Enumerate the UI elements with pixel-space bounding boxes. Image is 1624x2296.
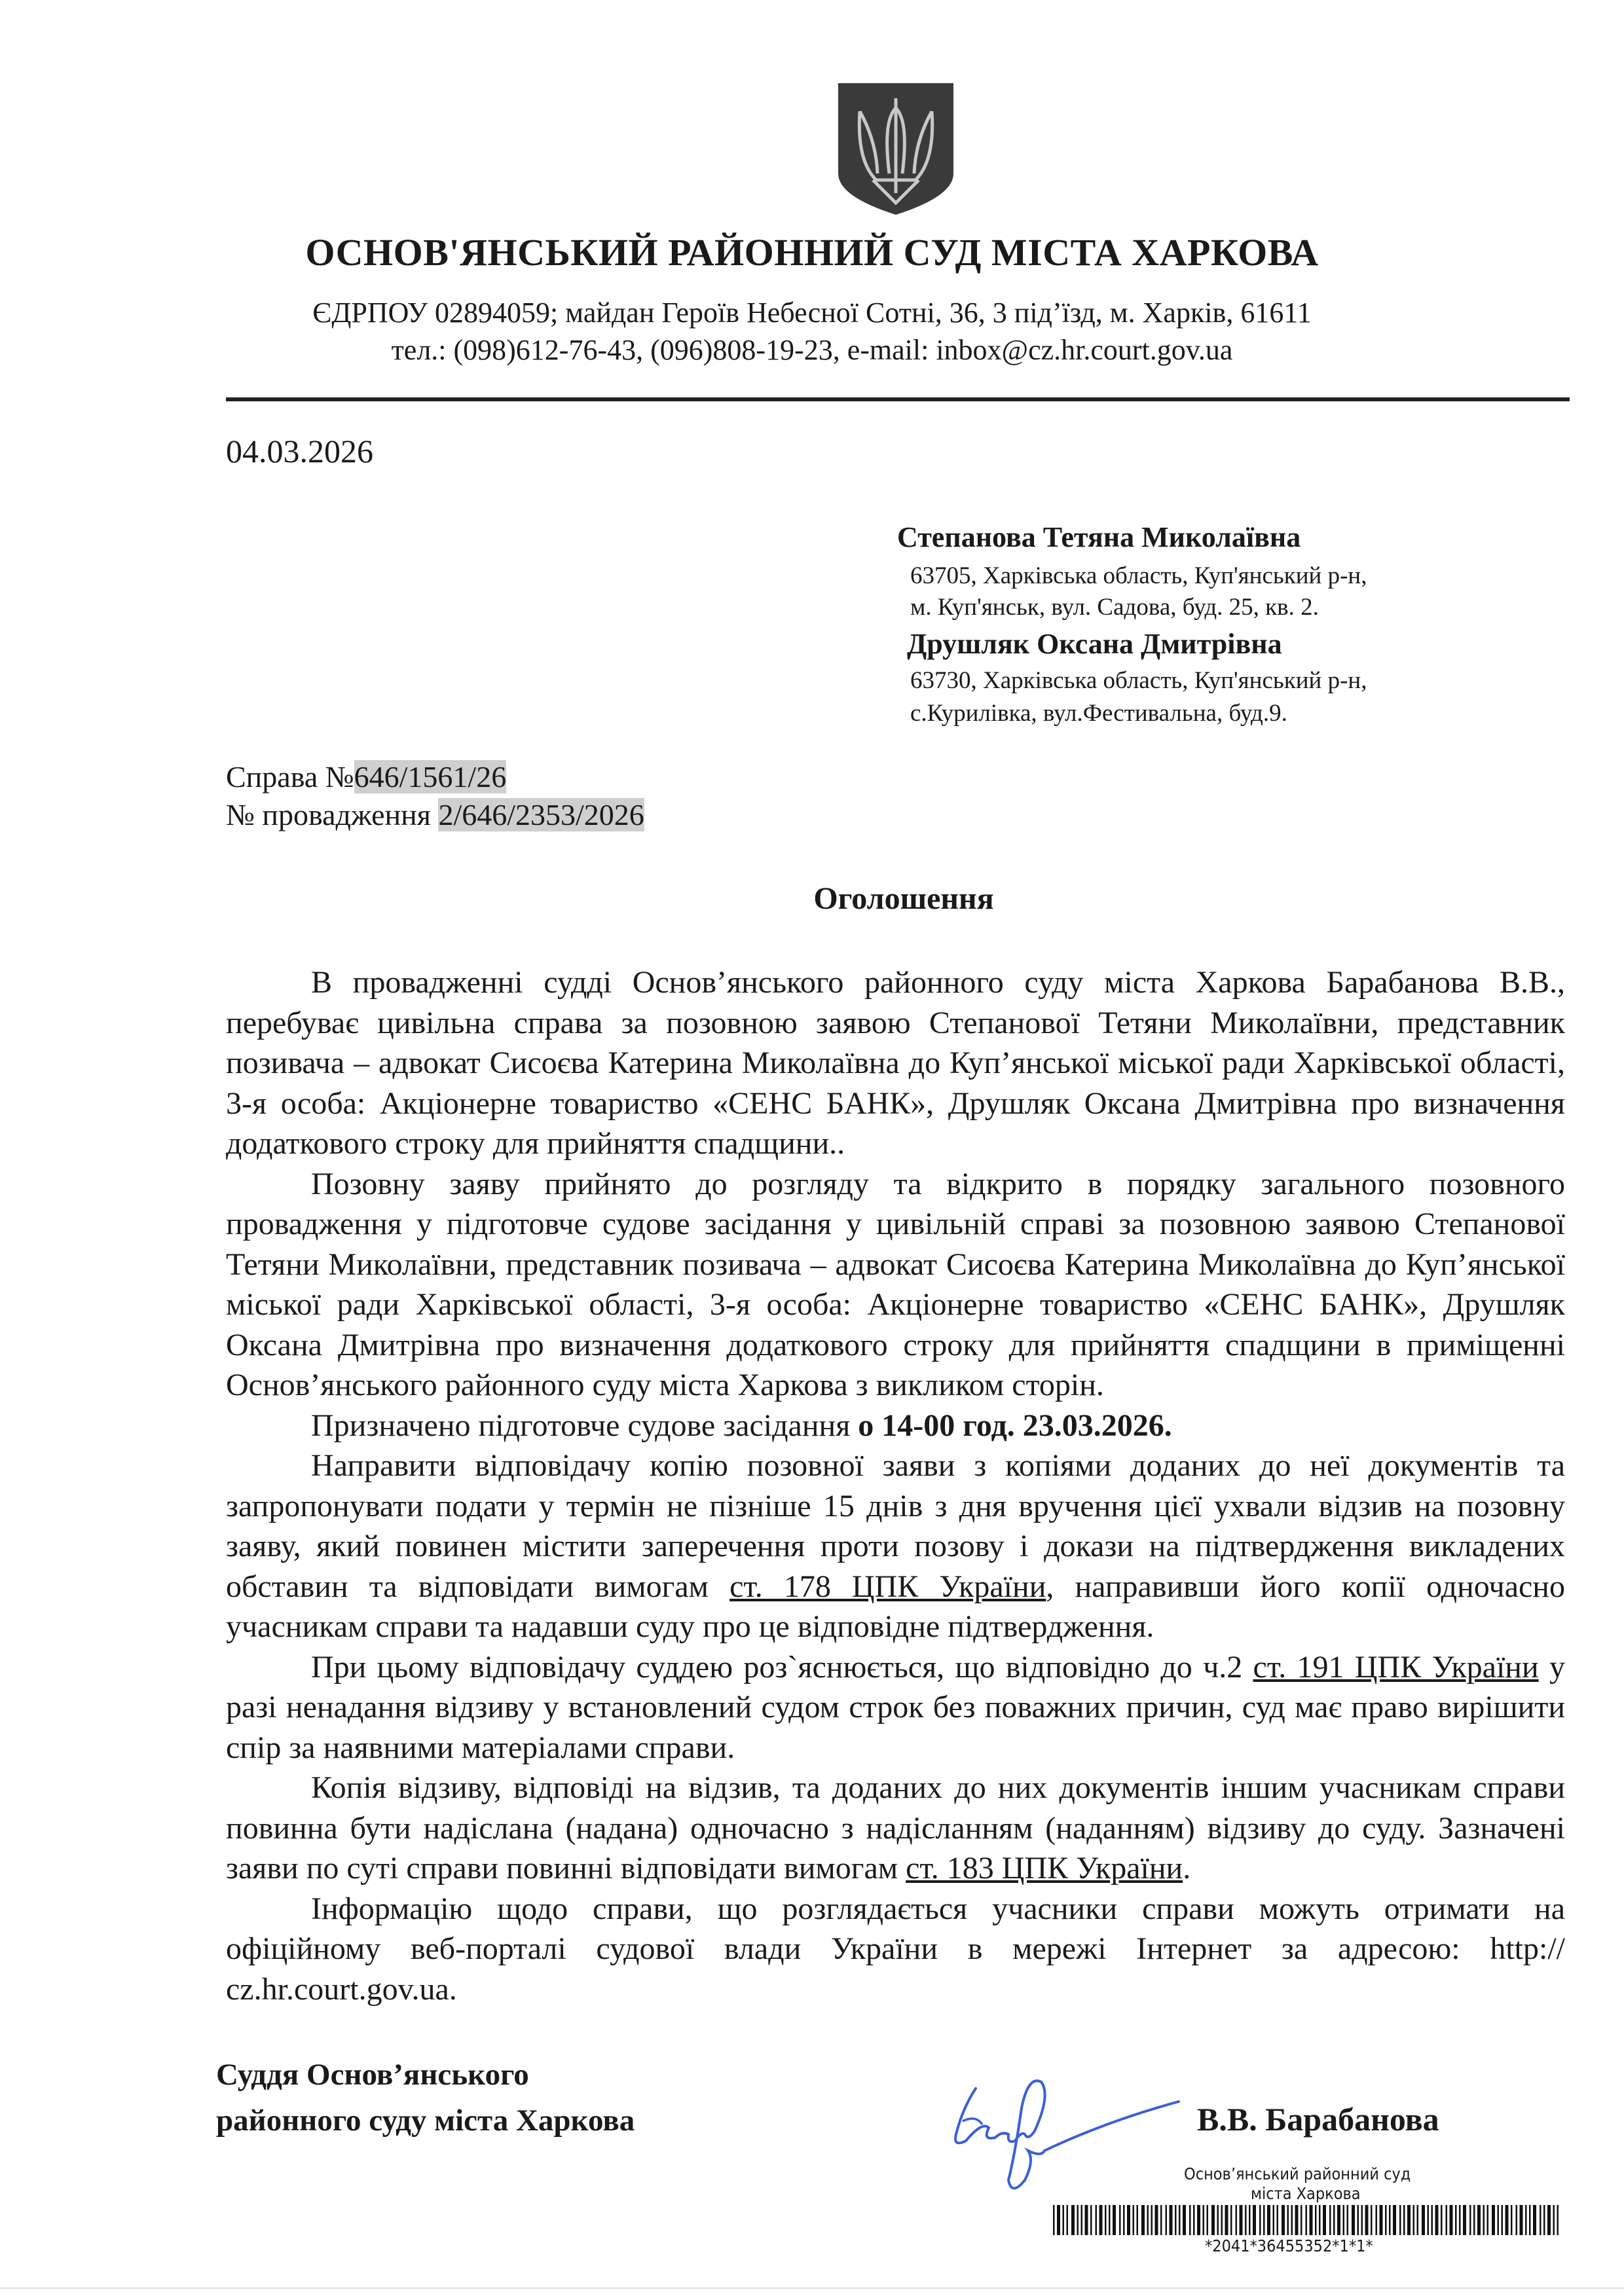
case-number-line xyxy=(226,759,506,794)
barcode-bar xyxy=(1540,2205,1541,2235)
barcode-bar xyxy=(1277,2205,1279,2235)
barcode-bar xyxy=(1127,2205,1130,2235)
barcode-bar xyxy=(1225,2205,1228,2235)
proceeding-number: 2/646/2353/2026 xyxy=(438,798,644,831)
handwritten-signature xyxy=(936,2069,1198,2200)
barcode-bar xyxy=(1119,2205,1121,2235)
barcode-bar xyxy=(1170,2205,1173,2235)
paragraph-text: , направивши його копії одночасно учасникам справи та надавши суду про це відповідне підтвердження. xyxy=(226,1569,1565,1644)
law-link-art-191[interactable]: ст. 191 ЦПК України xyxy=(1253,1649,1539,1685)
barcode-bar xyxy=(1123,2205,1125,2235)
barcode-bar xyxy=(1365,2205,1369,2235)
barcode-bar xyxy=(1446,2205,1448,2235)
barcode-bar xyxy=(1498,2205,1500,2235)
barcode-bar xyxy=(1385,2205,1387,2235)
barcode-bar xyxy=(1155,2205,1158,2235)
paragraph-text: . xyxy=(1183,1851,1191,1886)
barcode-bar xyxy=(1282,2205,1285,2235)
barcode-bar xyxy=(1203,2205,1205,2235)
barcode-bar xyxy=(1259,2205,1261,2235)
barcode-bar xyxy=(1525,2205,1527,2235)
barcode-bar xyxy=(1295,2205,1299,2235)
law-link-art-183[interactable]: ст. 183 ЦПК України xyxy=(906,1851,1183,1886)
barcode-bar xyxy=(1393,2205,1396,2235)
barcode-bar xyxy=(1557,2205,1559,2235)
court-name-heading: ОСНОВ'ЯНСЬКИЙ РАЙОННИЙ СУД МІСТА ХАРКОВА xyxy=(305,231,1319,274)
barcode-bar xyxy=(1310,2205,1313,2235)
barcode-bar xyxy=(1193,2205,1195,2235)
barcode-bar xyxy=(1240,2205,1243,2235)
barcode-bar xyxy=(1175,2205,1177,2235)
barcode-bar xyxy=(1376,2205,1378,2235)
barcode-bar xyxy=(1077,2205,1079,2235)
barcode-bar xyxy=(1492,2205,1495,2235)
proceeding-number-line xyxy=(226,797,644,832)
barcode-bar xyxy=(1422,2205,1425,2235)
barcode-bar xyxy=(1109,2205,1111,2235)
barcode-bar xyxy=(1179,2205,1181,2235)
barcode-bar xyxy=(1267,2205,1270,2235)
barcode-bar xyxy=(1547,2205,1551,2235)
barcode-bar xyxy=(1450,2205,1453,2235)
barcode-bar xyxy=(1085,2205,1088,2235)
barcode-bar xyxy=(1147,2205,1149,2235)
recipient-name: Друшляк Оксана Дмитрівна xyxy=(907,628,1282,660)
barcode-bar xyxy=(1441,2205,1443,2235)
trident-coat-of-arms-icon xyxy=(837,82,955,216)
page-bottom-edge xyxy=(0,2287,1624,2289)
barcode-bar xyxy=(1301,2205,1302,2235)
barcode-bar xyxy=(1520,2205,1523,2235)
barcode-bar xyxy=(1477,2205,1481,2235)
barcode-bar xyxy=(1230,2205,1232,2235)
barcode-bar xyxy=(1183,2205,1186,2235)
barcode-bar xyxy=(1413,2205,1415,2235)
barcode-bar xyxy=(1343,2205,1345,2235)
paragraph xyxy=(226,1768,1565,1889)
barcode-bar xyxy=(1217,2205,1219,2235)
barcode-bar xyxy=(1502,2205,1504,2235)
recipient-address: с.Курилівка, вул.Фестивальна, буд.9. xyxy=(910,700,1287,727)
law-link-art-178[interactable]: ст. 178 ЦПК України xyxy=(729,1569,1046,1604)
barcode-bar xyxy=(1428,2205,1430,2235)
paragraph-text: Направити відповідачу копію позовної заяви з копіями доданих до неї документів та запропонувати подати у термін не пізніше 15 днів з дня вручення цієї ухвали відзив на позовну заяву, який повинен містити заперечення проти позову і докази на підтвердження викладених обставин та відповідати вимогам xyxy=(226,1448,1565,1604)
barcode-bar xyxy=(1273,2205,1275,2235)
announcement-title: Оголошення xyxy=(813,881,994,916)
paragraph xyxy=(226,1406,1565,1446)
barcode-bar xyxy=(1137,2205,1139,2235)
barcode-bar xyxy=(1090,2205,1092,2235)
barcode-bar xyxy=(1063,2205,1065,2235)
barcode-bar xyxy=(1543,2205,1545,2235)
barcode-bar xyxy=(1319,2205,1321,2235)
barcode-bar xyxy=(1357,2205,1359,2235)
barcode-bar xyxy=(1067,2205,1069,2235)
proceeding-label: № провадження xyxy=(226,798,439,831)
barcode-bar xyxy=(1435,2205,1439,2235)
barcode-bar xyxy=(1166,2205,1168,2235)
judge-title-line2: районного суду міста Харкова xyxy=(216,2104,635,2138)
barcode-bar xyxy=(1533,2205,1536,2235)
barcode-bar xyxy=(1099,2205,1103,2235)
recipient-address: м. Куп'янськ, вул. Садова, буд. 25, кв. 2. xyxy=(910,594,1319,621)
barcode-number: *2041*36455352*1*1* xyxy=(1205,2236,1373,2255)
barcode-bar xyxy=(1207,2205,1209,2235)
barcode-bar xyxy=(1263,2205,1265,2235)
barcode-bar xyxy=(1249,2205,1251,2235)
barcode-bar xyxy=(1071,2205,1075,2235)
header-divider xyxy=(226,397,1570,401)
barcode-bar xyxy=(1333,2205,1335,2235)
barcode-bar xyxy=(1133,2205,1135,2235)
barcode-bar xyxy=(1096,2205,1098,2235)
barcode-bar xyxy=(1455,2205,1457,2235)
barcode-bar xyxy=(1189,2205,1191,2235)
court-contacts: тел.: (098)612-76-43, (096)808-19-23, e-mail: inbox@cz.hr.court.gov.ua xyxy=(391,334,1233,366)
recipient-address: 63730, Харківська область, Куп'янський р-н, xyxy=(910,667,1367,694)
barcode-bar xyxy=(1306,2205,1308,2235)
barcode-bar xyxy=(1053,2205,1055,2235)
barcode-bar xyxy=(1160,2205,1162,2235)
paragraph xyxy=(226,1446,1565,1647)
barcode-bar xyxy=(1221,2205,1223,2235)
barcode-bar xyxy=(1553,2205,1555,2235)
stamp-line2: міста Харкова xyxy=(1251,2184,1361,2203)
barcode-bar xyxy=(1211,2205,1215,2235)
barcode-bar xyxy=(1431,2205,1433,2235)
recipient-name: Степанова Тетяна Миколаївна xyxy=(897,521,1301,553)
barcode-bar xyxy=(1380,2205,1383,2235)
barcode-bar xyxy=(1505,2205,1509,2235)
barcode-bar xyxy=(1151,2205,1153,2235)
barcode-bar xyxy=(1347,2205,1349,2235)
barcode-bar xyxy=(1197,2205,1200,2235)
barcode-bar xyxy=(1463,2205,1466,2235)
barcode-bar xyxy=(1287,2205,1289,2235)
barcode-bar xyxy=(1407,2205,1411,2235)
barcode-bar xyxy=(1399,2205,1401,2235)
paragraph xyxy=(226,1647,1565,1768)
barcode-bar xyxy=(1352,2205,1355,2235)
court-address: ЄДРПОУ 02894059; майдан Героїв Небесної Сотні, 36, 3 під’їзд, м. Харків, 61611 xyxy=(312,297,1312,329)
barcode-bar xyxy=(1337,2205,1340,2235)
document-date: 04.03.2026 xyxy=(226,433,373,469)
stamp-line1: Основ’янський районний суд xyxy=(1184,2164,1411,2183)
barcode-bar xyxy=(1105,2205,1107,2235)
hearing-datetime: о 14-00 год. 23.03.2026. xyxy=(858,1408,1172,1443)
barcode-bar xyxy=(1483,2205,1485,2235)
barcode-bar xyxy=(1371,2205,1373,2235)
barcode-bar xyxy=(1487,2205,1489,2235)
barcode-bar xyxy=(1113,2205,1116,2235)
barcode-bar xyxy=(1315,2205,1317,2235)
paragraph-text: у разі ненадання відзиву у встановлений судом строк без поважних причин, суд має право вирішити спір за наявними матеріалами справи. xyxy=(226,1649,1565,1765)
barcode-bar xyxy=(1329,2205,1331,2235)
barcode-bar xyxy=(1323,2205,1326,2235)
barcode-bar xyxy=(1469,2205,1471,2235)
barcode-bar xyxy=(1403,2205,1405,2235)
barcode-bar xyxy=(1389,2205,1391,2235)
paragraph: В провадженні судді Основ’янського районного суду міста Харкова Барабанова В.В., перебуває цивільна справа за позовною заявою Степанової Тетяни Миколаївни, представник позивача – адвокат Сисоєва Катерина Миколаївна до Куп’янської міської ради Харківської області, 3-я особа: Акціонерне товариство «СЕНС БАНК», Друшляк Оксана Дмитрівна про визначення додаткового строку для прийняття спадщини.. xyxy=(226,965,1565,1161)
barcode-bar xyxy=(1417,2205,1419,2235)
judge-name: В.В. Барабанова xyxy=(1197,2101,1439,2138)
barcode-bar xyxy=(1253,2205,1256,2235)
paragraph-text: При цьому відповідачу суддею роз`яснюється, що відповідно до ч.2 xyxy=(311,1649,1253,1685)
barcode-bar xyxy=(1291,2205,1293,2235)
case-label: Справа № xyxy=(226,760,354,793)
barcode-bar xyxy=(1361,2205,1363,2235)
recipient-address: 63705, Харківська область, Куп'янський р-н, xyxy=(910,562,1367,589)
barcode-bar xyxy=(1245,2205,1247,2235)
case-number: 646/1561/26 xyxy=(354,760,507,793)
paragraph-text: Призначено підготовче судове засідання xyxy=(311,1408,858,1443)
barcode xyxy=(1053,2205,1562,2235)
paragraph: Інформацію щодо справи, що розглядається учасники справи можуть отримати на офіційному веб-порталі судової влади України в мережі Інтернет за адресою: http:// cz.hr.court.gov.ua. xyxy=(226,1891,1565,2007)
barcode-bar xyxy=(1081,2205,1083,2235)
judge-title-line1: Суддя Основ’янського xyxy=(216,2058,529,2092)
barcode-bar xyxy=(1511,2205,1513,2235)
barcode-bar xyxy=(1473,2205,1475,2235)
barcode-bar xyxy=(1529,2205,1531,2235)
barcode-bar xyxy=(1516,2205,1518,2235)
paragraph: Позовну заяву прийнято до розгляду та відкрито в порядку загального позовного провадження у підготовче судове засідання у цивільній справі за позовною заявою Степанової Тетяни Миколаївни, представник позивача – адвокат Сисоєва Катерина Миколаївна до Куп’янської міської ради Харківської області, 3-я особа: Акціонерне товариство «СЕНС БАНК», Друшляк Оксана Дмитрівна про визначення додаткового строку для прийняття спадщини в приміщенні Основ’янського районного суду міста Харкова з викликом сторін. xyxy=(226,1166,1565,1402)
barcode-bar xyxy=(1057,2205,1060,2235)
barcode-bar xyxy=(1141,2205,1145,2235)
announcement-body xyxy=(226,962,1565,2009)
barcode-bar xyxy=(1459,2205,1461,2235)
paragraph-text: Копія відзиву, відповіді на відзив, та доданих до них документів іншим учасникам справи повинна бути надіслана (надана) одночасно з надісланням (наданням) відзиву до суду. Зазначені заяви по суті справи повинні відповідати вимогам xyxy=(226,1770,1565,1886)
barcode-bar xyxy=(1236,2205,1238,2235)
